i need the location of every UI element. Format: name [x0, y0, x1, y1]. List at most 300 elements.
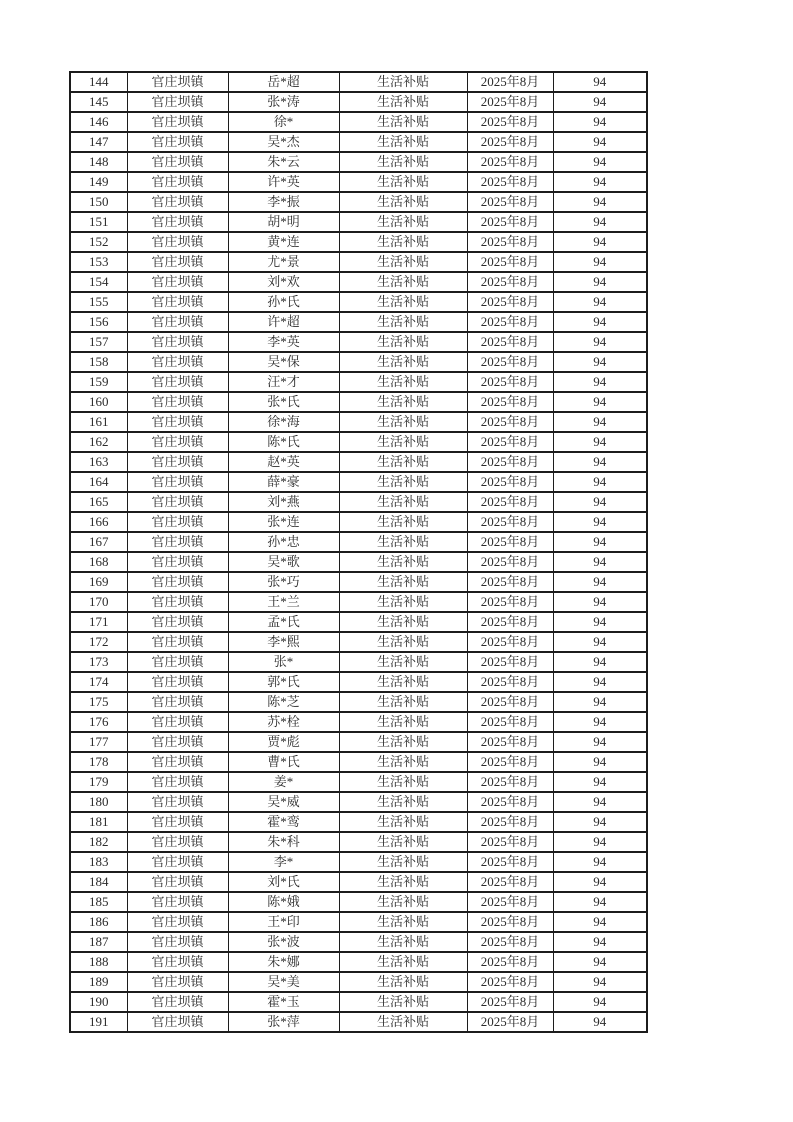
cell-no: 153 — [70, 252, 127, 272]
cell-town: 官庄坝镇 — [127, 792, 228, 812]
cell-type: 生活补贴 — [339, 512, 467, 532]
cell-month: 2025年8月 — [467, 992, 553, 1012]
table-row — [70, 632, 647, 652]
cell-name: 汪*才 — [228, 372, 339, 392]
cell-no: 191 — [70, 1012, 127, 1032]
cell-town: 官庄坝镇 — [127, 232, 228, 252]
cell-type: 生活补贴 — [339, 192, 467, 212]
cell-type: 生活补贴 — [339, 872, 467, 892]
cell-amount: 94 — [553, 872, 647, 892]
cell-no: 156 — [70, 312, 127, 332]
cell-amount: 94 — [553, 792, 647, 812]
cell-month: 2025年8月 — [467, 572, 553, 592]
table-row — [70, 612, 647, 632]
cell-amount: 94 — [553, 572, 647, 592]
cell-type: 生活补贴 — [339, 452, 467, 472]
cell-amount: 94 — [553, 992, 647, 1012]
cell-month: 2025年8月 — [467, 532, 553, 552]
cell-name: 郭*氏 — [228, 672, 339, 692]
table-row — [70, 212, 647, 232]
table-row — [70, 332, 647, 352]
cell-amount: 94 — [553, 752, 647, 772]
cell-town: 官庄坝镇 — [127, 332, 228, 352]
cell-amount: 94 — [553, 112, 647, 132]
cell-name: 吴*威 — [228, 792, 339, 812]
table-row — [70, 752, 647, 772]
cell-name: 朱*科 — [228, 832, 339, 852]
cell-name: 苏*栓 — [228, 712, 339, 732]
cell-no: 178 — [70, 752, 127, 772]
cell-amount: 94 — [553, 192, 647, 212]
cell-no: 185 — [70, 892, 127, 912]
cell-amount: 94 — [553, 132, 647, 152]
cell-no: 146 — [70, 112, 127, 132]
cell-name: 张*涛 — [228, 92, 339, 112]
cell-town: 官庄坝镇 — [127, 592, 228, 612]
cell-no: 186 — [70, 912, 127, 932]
cell-no: 154 — [70, 272, 127, 292]
cell-name: 霍*玉 — [228, 992, 339, 1012]
cell-month: 2025年8月 — [467, 912, 553, 932]
table-row — [70, 292, 647, 312]
cell-amount: 94 — [553, 672, 647, 692]
cell-type: 生活补贴 — [339, 492, 467, 512]
cell-town: 官庄坝镇 — [127, 652, 228, 672]
cell-type: 生活补贴 — [339, 352, 467, 372]
cell-type: 生活补贴 — [339, 432, 467, 452]
cell-month: 2025年8月 — [467, 412, 553, 432]
cell-type: 生活补贴 — [339, 392, 467, 412]
table-row — [70, 192, 647, 212]
cell-town: 官庄坝镇 — [127, 992, 228, 1012]
cell-month: 2025年8月 — [467, 732, 553, 752]
cell-no: 172 — [70, 632, 127, 652]
cell-month: 2025年8月 — [467, 792, 553, 812]
cell-amount: 94 — [553, 392, 647, 412]
cell-no: 157 — [70, 332, 127, 352]
cell-no: 148 — [70, 152, 127, 172]
cell-type: 生活补贴 — [339, 832, 467, 852]
cell-type: 生活补贴 — [339, 592, 467, 612]
cell-type: 生活补贴 — [339, 892, 467, 912]
cell-month: 2025年8月 — [467, 372, 553, 392]
table-row — [70, 932, 647, 952]
cell-type: 生活补贴 — [339, 1012, 467, 1032]
cell-no: 170 — [70, 592, 127, 612]
cell-month: 2025年8月 — [467, 432, 553, 452]
cell-no: 184 — [70, 872, 127, 892]
cell-name: 王*印 — [228, 912, 339, 932]
table-row — [70, 172, 647, 192]
cell-month: 2025年8月 — [467, 692, 553, 712]
cell-amount: 94 — [553, 732, 647, 752]
cell-name: 姜* — [228, 772, 339, 792]
cell-month: 2025年8月 — [467, 972, 553, 992]
cell-amount: 94 — [553, 72, 647, 92]
cell-town: 官庄坝镇 — [127, 92, 228, 112]
table-row — [70, 132, 647, 152]
cell-amount: 94 — [553, 812, 647, 832]
cell-month: 2025年8月 — [467, 272, 553, 292]
cell-type: 生活补贴 — [339, 632, 467, 652]
cell-name: 陈*芝 — [228, 692, 339, 712]
cell-amount: 94 — [553, 432, 647, 452]
cell-type: 生活补贴 — [339, 472, 467, 492]
cell-amount: 94 — [553, 312, 647, 332]
cell-no: 188 — [70, 952, 127, 972]
cell-type: 生活补贴 — [339, 72, 467, 92]
cell-name: 陈*氏 — [228, 432, 339, 452]
cell-name: 孙*忠 — [228, 532, 339, 552]
table-row — [70, 772, 647, 792]
cell-no: 145 — [70, 92, 127, 112]
cell-amount: 94 — [553, 212, 647, 232]
table-body — [70, 72, 647, 1032]
cell-type: 生活补贴 — [339, 412, 467, 432]
cell-no: 176 — [70, 712, 127, 732]
table-row — [70, 412, 647, 432]
table-row — [70, 952, 647, 972]
cell-no: 166 — [70, 512, 127, 532]
table-row — [70, 232, 647, 252]
cell-no: 169 — [70, 572, 127, 592]
cell-month: 2025年8月 — [467, 92, 553, 112]
table-row — [70, 792, 647, 812]
cell-month: 2025年8月 — [467, 72, 553, 92]
cell-name: 孙*氏 — [228, 292, 339, 312]
cell-town: 官庄坝镇 — [127, 532, 228, 552]
table-row — [70, 852, 647, 872]
cell-town: 官庄坝镇 — [127, 892, 228, 912]
table-row — [70, 312, 647, 332]
cell-amount: 94 — [553, 772, 647, 792]
cell-name: 刘*燕 — [228, 492, 339, 512]
cell-no: 159 — [70, 372, 127, 392]
cell-no: 181 — [70, 812, 127, 832]
cell-town: 官庄坝镇 — [127, 692, 228, 712]
cell-amount: 94 — [553, 472, 647, 492]
cell-type: 生活补贴 — [339, 672, 467, 692]
cell-month: 2025年8月 — [467, 932, 553, 952]
table-row — [70, 592, 647, 612]
cell-type: 生活补贴 — [339, 312, 467, 332]
cell-month: 2025年8月 — [467, 872, 553, 892]
cell-name: 霍*鸾 — [228, 812, 339, 832]
table-row — [70, 532, 647, 552]
cell-amount: 94 — [553, 412, 647, 432]
cell-type: 生活补贴 — [339, 532, 467, 552]
cell-name: 许*英 — [228, 172, 339, 192]
cell-month: 2025年8月 — [467, 472, 553, 492]
cell-name: 胡*明 — [228, 212, 339, 232]
cell-town: 官庄坝镇 — [127, 852, 228, 872]
cell-amount: 94 — [553, 272, 647, 292]
cell-type: 生活补贴 — [339, 952, 467, 972]
cell-month: 2025年8月 — [467, 772, 553, 792]
cell-town: 官庄坝镇 — [127, 352, 228, 372]
cell-town: 官庄坝镇 — [127, 832, 228, 852]
cell-no: 182 — [70, 832, 127, 852]
cell-town: 官庄坝镇 — [127, 872, 228, 892]
cell-type: 生活补贴 — [339, 752, 467, 772]
cell-month: 2025年8月 — [467, 712, 553, 732]
table-row — [70, 252, 647, 272]
cell-name: 张*氏 — [228, 392, 339, 412]
cell-month: 2025年8月 — [467, 552, 553, 572]
cell-town: 官庄坝镇 — [127, 572, 228, 592]
cell-town: 官庄坝镇 — [127, 312, 228, 332]
cell-type: 生活补贴 — [339, 552, 467, 572]
cell-no: 144 — [70, 72, 127, 92]
cell-name: 刘*氏 — [228, 872, 339, 892]
cell-month: 2025年8月 — [467, 152, 553, 172]
cell-type: 生活补贴 — [339, 912, 467, 932]
cell-town: 官庄坝镇 — [127, 452, 228, 472]
cell-type: 生活补贴 — [339, 932, 467, 952]
cell-town: 官庄坝镇 — [127, 492, 228, 512]
cell-no: 174 — [70, 672, 127, 692]
cell-month: 2025年8月 — [467, 132, 553, 152]
table-row — [70, 272, 647, 292]
cell-amount: 94 — [553, 852, 647, 872]
cell-type: 生活补贴 — [339, 232, 467, 252]
cell-name: 李*振 — [228, 192, 339, 212]
table-row — [70, 712, 647, 732]
cell-town: 官庄坝镇 — [127, 912, 228, 932]
cell-amount: 94 — [553, 552, 647, 572]
table-row — [70, 152, 647, 172]
cell-type: 生活补贴 — [339, 252, 467, 272]
cell-name: 吴*歌 — [228, 552, 339, 572]
cell-type: 生活补贴 — [339, 372, 467, 392]
table-row — [70, 692, 647, 712]
cell-no: 168 — [70, 552, 127, 572]
cell-amount: 94 — [553, 592, 647, 612]
cell-amount: 94 — [553, 632, 647, 652]
cell-town: 官庄坝镇 — [127, 1012, 228, 1032]
cell-type: 生活补贴 — [339, 652, 467, 672]
cell-month: 2025年8月 — [467, 592, 553, 612]
cell-no: 175 — [70, 692, 127, 712]
cell-name: 岳*超 — [228, 72, 339, 92]
cell-month: 2025年8月 — [467, 612, 553, 632]
cell-type: 生活补贴 — [339, 732, 467, 752]
cell-amount: 94 — [553, 832, 647, 852]
cell-town: 官庄坝镇 — [127, 412, 228, 432]
cell-town: 官庄坝镇 — [127, 212, 228, 232]
table-row — [70, 672, 647, 692]
table-row — [70, 1012, 647, 1032]
cell-type: 生活补贴 — [339, 612, 467, 632]
cell-town: 官庄坝镇 — [127, 372, 228, 392]
table-row — [70, 372, 647, 392]
cell-month: 2025年8月 — [467, 112, 553, 132]
cell-month: 2025年8月 — [467, 512, 553, 532]
cell-town: 官庄坝镇 — [127, 252, 228, 272]
cell-no: 190 — [70, 992, 127, 1012]
cell-town: 官庄坝镇 — [127, 472, 228, 492]
cell-type: 生活补贴 — [339, 92, 467, 112]
cell-month: 2025年8月 — [467, 332, 553, 352]
cell-no: 150 — [70, 192, 127, 212]
cell-no: 163 — [70, 452, 127, 472]
cell-type: 生活补贴 — [339, 292, 467, 312]
cell-month: 2025年8月 — [467, 832, 553, 852]
cell-amount: 94 — [553, 292, 647, 312]
cell-name: 张* — [228, 652, 339, 672]
cell-no: 183 — [70, 852, 127, 872]
table-row — [70, 992, 647, 1012]
cell-amount: 94 — [553, 972, 647, 992]
cell-no: 158 — [70, 352, 127, 372]
cell-amount: 94 — [553, 692, 647, 712]
cell-town: 官庄坝镇 — [127, 932, 228, 952]
cell-name: 孟*氏 — [228, 612, 339, 632]
cell-no: 177 — [70, 732, 127, 752]
cell-name: 李*熙 — [228, 632, 339, 652]
cell-no: 149 — [70, 172, 127, 192]
cell-no: 164 — [70, 472, 127, 492]
cell-town: 官庄坝镇 — [127, 972, 228, 992]
cell-type: 生活补贴 — [339, 572, 467, 592]
cell-month: 2025年8月 — [467, 632, 553, 652]
cell-town: 官庄坝镇 — [127, 752, 228, 772]
cell-no: 155 — [70, 292, 127, 312]
cell-town: 官庄坝镇 — [127, 712, 228, 732]
cell-name: 朱*娜 — [228, 952, 339, 972]
cell-month: 2025年8月 — [467, 232, 553, 252]
cell-type: 生活补贴 — [339, 272, 467, 292]
cell-no: 160 — [70, 392, 127, 412]
cell-name: 李* — [228, 852, 339, 872]
cell-name: 吴*杰 — [228, 132, 339, 152]
cell-town: 官庄坝镇 — [127, 172, 228, 192]
cell-amount: 94 — [553, 892, 647, 912]
cell-amount: 94 — [553, 652, 647, 672]
cell-type: 生活补贴 — [339, 152, 467, 172]
cell-name: 张*萍 — [228, 1012, 339, 1032]
cell-town: 官庄坝镇 — [127, 772, 228, 792]
cell-name: 陈*娥 — [228, 892, 339, 912]
cell-town: 官庄坝镇 — [127, 72, 228, 92]
cell-type: 生活补贴 — [339, 112, 467, 132]
cell-amount: 94 — [553, 452, 647, 472]
cell-amount: 94 — [553, 712, 647, 732]
cell-name: 张*连 — [228, 512, 339, 532]
cell-month: 2025年8月 — [467, 192, 553, 212]
table-row — [70, 892, 647, 912]
cell-amount: 94 — [553, 532, 647, 552]
table-row — [70, 72, 647, 92]
cell-month: 2025年8月 — [467, 952, 553, 972]
cell-name: 徐*海 — [228, 412, 339, 432]
cell-month: 2025年8月 — [467, 492, 553, 512]
cell-month: 2025年8月 — [467, 752, 553, 772]
cell-name: 吴*保 — [228, 352, 339, 372]
cell-amount: 94 — [553, 252, 647, 272]
cell-amount: 94 — [553, 952, 647, 972]
cell-month: 2025年8月 — [467, 852, 553, 872]
cell-town: 官庄坝镇 — [127, 432, 228, 452]
cell-no: 173 — [70, 652, 127, 672]
table-row — [70, 112, 647, 132]
cell-month: 2025年8月 — [467, 352, 553, 372]
cell-town: 官庄坝镇 — [127, 272, 228, 292]
cell-name: 王*兰 — [228, 592, 339, 612]
table-row — [70, 732, 647, 752]
table-row — [70, 912, 647, 932]
cell-town: 官庄坝镇 — [127, 952, 228, 972]
cell-town: 官庄坝镇 — [127, 812, 228, 832]
table-row — [70, 92, 647, 112]
cell-month: 2025年8月 — [467, 652, 553, 672]
cell-amount: 94 — [553, 352, 647, 372]
cell-type: 生活补贴 — [339, 852, 467, 872]
cell-name: 赵*英 — [228, 452, 339, 472]
cell-type: 生活补贴 — [339, 812, 467, 832]
cell-name: 徐* — [228, 112, 339, 132]
table-row — [70, 972, 647, 992]
cell-town: 官庄坝镇 — [127, 152, 228, 172]
subsidy-table — [69, 71, 648, 1033]
cell-town: 官庄坝镇 — [127, 632, 228, 652]
cell-type: 生活补贴 — [339, 132, 467, 152]
table-row — [70, 572, 647, 592]
cell-type: 生活补贴 — [339, 972, 467, 992]
cell-no: 179 — [70, 772, 127, 792]
cell-no: 167 — [70, 532, 127, 552]
cell-no: 171 — [70, 612, 127, 632]
cell-town: 官庄坝镇 — [127, 732, 228, 752]
cell-month: 2025年8月 — [467, 292, 553, 312]
cell-no: 165 — [70, 492, 127, 512]
cell-type: 生活补贴 — [339, 692, 467, 712]
cell-amount: 94 — [553, 912, 647, 932]
cell-amount: 94 — [553, 372, 647, 392]
cell-name: 李*英 — [228, 332, 339, 352]
cell-town: 官庄坝镇 — [127, 112, 228, 132]
table-row — [70, 352, 647, 372]
cell-month: 2025年8月 — [467, 172, 553, 192]
cell-name: 刘*欢 — [228, 272, 339, 292]
cell-amount: 94 — [553, 92, 647, 112]
cell-amount: 94 — [553, 492, 647, 512]
cell-month: 2025年8月 — [467, 452, 553, 472]
cell-name: 吴*美 — [228, 972, 339, 992]
table-row — [70, 652, 647, 672]
cell-amount: 94 — [553, 512, 647, 532]
cell-amount: 94 — [553, 152, 647, 172]
cell-amount: 94 — [553, 232, 647, 252]
cell-month: 2025年8月 — [467, 812, 553, 832]
table-row — [70, 452, 647, 472]
cell-name: 张*巧 — [228, 572, 339, 592]
cell-month: 2025年8月 — [467, 392, 553, 412]
table-row — [70, 812, 647, 832]
cell-town: 官庄坝镇 — [127, 552, 228, 572]
cell-month: 2025年8月 — [467, 252, 553, 272]
cell-type: 生活补贴 — [339, 332, 467, 352]
cell-amount: 94 — [553, 332, 647, 352]
table-row — [70, 832, 647, 852]
cell-name: 贾*彪 — [228, 732, 339, 752]
cell-no: 152 — [70, 232, 127, 252]
cell-month: 2025年8月 — [467, 312, 553, 332]
cell-type: 生活补贴 — [339, 792, 467, 812]
cell-town: 官庄坝镇 — [127, 132, 228, 152]
cell-town: 官庄坝镇 — [127, 192, 228, 212]
table-row — [70, 472, 647, 492]
